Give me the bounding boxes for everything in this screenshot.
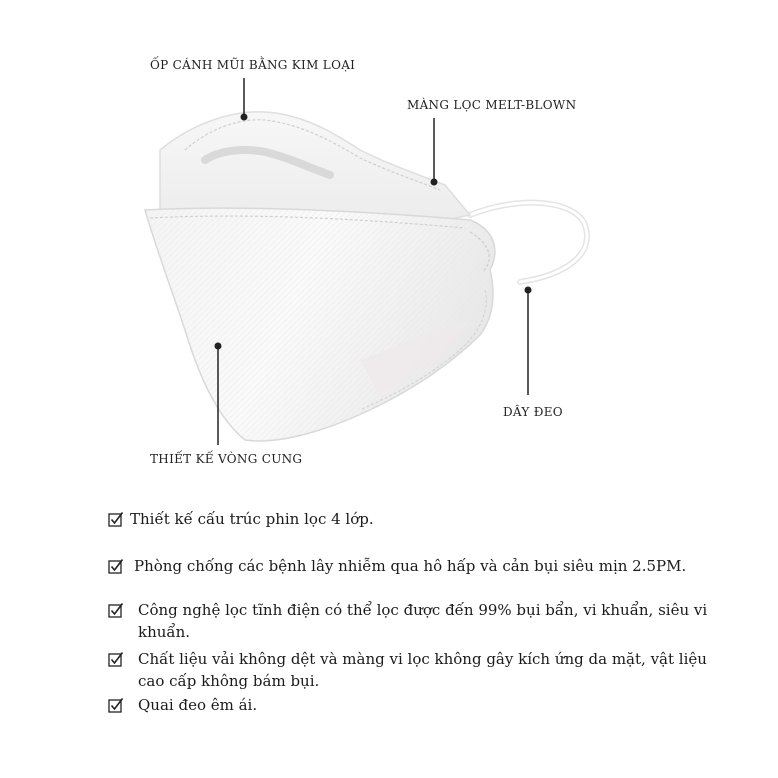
callout-arc-design: THIẾT KẾ VÒNG CUNG [150,452,303,466]
list-item [108,508,374,530]
feature-text: Thiết kế cấu trúc phin lọc 4 lớp. [130,510,374,528]
checkbox-checked-icon [108,508,130,530]
callout-nose-clip: ỐP CÁNH MŨI BẰNG KIM LOẠI [150,58,356,72]
list-item [108,694,257,716]
callout-strap: DÂY ĐEO [503,405,563,419]
feature-text: Chất liệu vải không dệt và màng vi lọc không gây kích ứng da mặt, vật liệu cao cấp không bám bụi. [138,650,707,690]
checkbox-checked-icon [108,648,130,670]
feature-text: Phòng chống các bệnh lây nhiễm qua hô hấp và cản bụi siêu mịn 2.5PM. [134,557,687,575]
callout-filter: MÀNG LỌC MELT-BLOWN [407,98,577,112]
feature-text: Công nghệ lọc tĩnh điện có thể lọc được đến 99% bụi bẩn, vi khuẩn, siêu vi khuẩn. [138,601,708,641]
checkbox-checked-icon [108,694,130,716]
list-item [108,555,686,577]
list-item [108,648,708,692]
checkbox-checked-icon [108,555,130,577]
list-item [108,599,708,643]
feature-text: Quai đeo êm ái. [138,696,258,714]
checkbox-checked-icon [108,599,130,621]
